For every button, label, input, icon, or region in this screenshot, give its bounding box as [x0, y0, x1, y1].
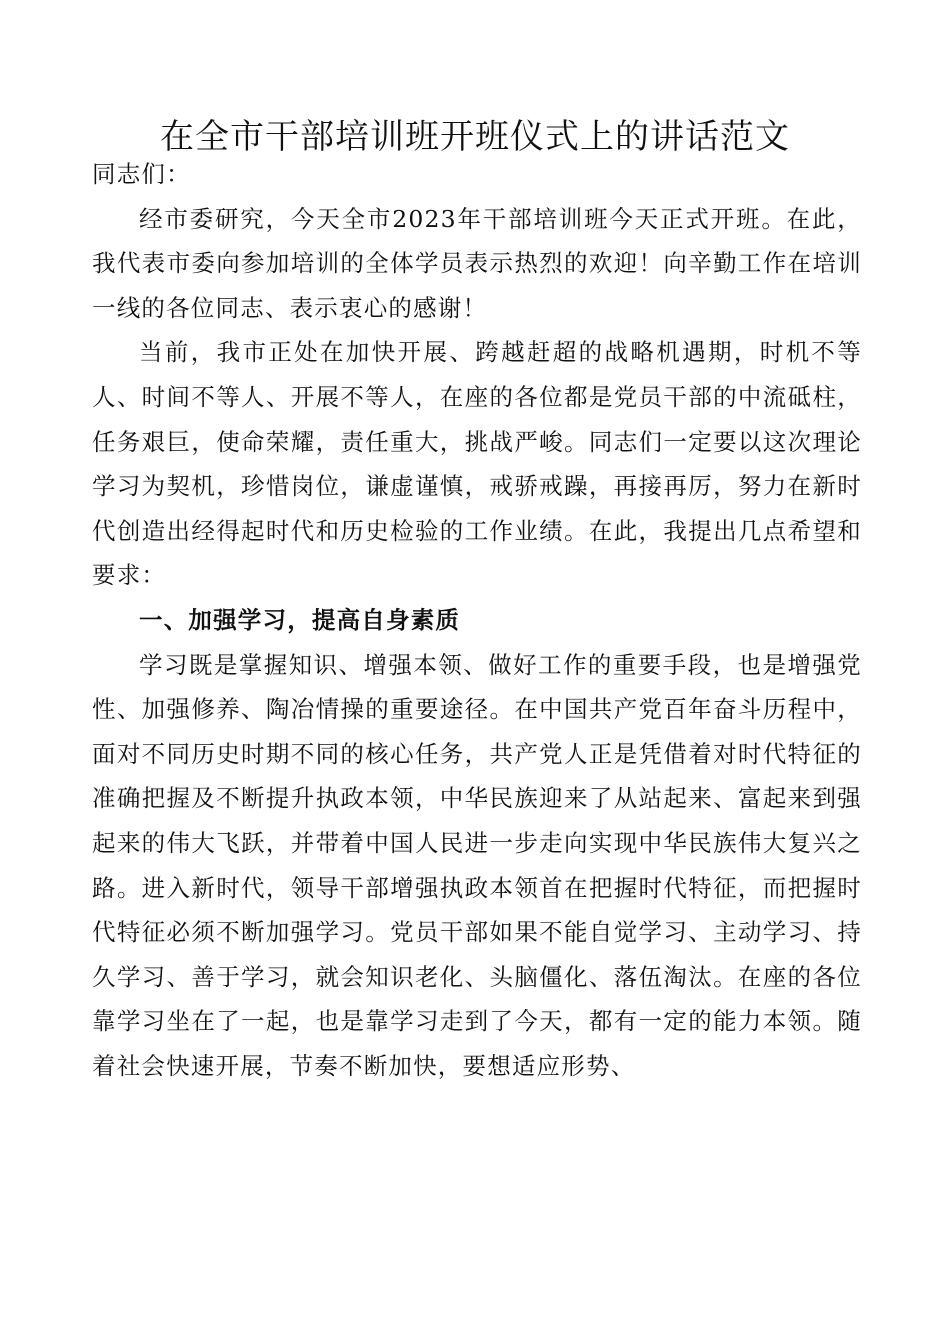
section-heading: 一、加强学习，提高自身素质	[139, 605, 461, 634]
document-body	[92, 152, 862, 1088]
greeting: 同志们：	[92, 160, 191, 188]
paragraph-current-situation: 当前，我市正处在加快开展、跨越赶超的战略机遇期，时机不等人、时间不等人、开展不等人，在座的各位都是党员干部的中流砥柱，任务艰巨，使命荣耀，责任重大，挑战严峻。同志们一定要以这次理论学习为契机，珍惜岗位，谦虚谨慎，戒骄戒躁，再接再厉，努力在新时代创造出经得起时代和历史检验的工作业绩。在此，我提出几点希望和要求：	[92, 338, 862, 590]
paragraph-opening: 经市委研究，今天全市2023年干部培训班今天正式开班。在此，我代表市委向参加培训的全体学员表示热烈的欢迎！向辛勤工作在培训一线的各位同志、表示衷心的感谢！	[92, 204, 862, 322]
document-title: 在全市干部培训班开班仪式上的讲话范文	[160, 117, 790, 157]
paragraph-learning: 学习既是掌握知识、增强本领、做好工作的重要手段，也是增强党性、加强修养、陶冶情操的重要途径。在中国共产党百年奋斗历程中，面对不同历史时期不同的核心任务，共产党人正是凭借着对时代特征的准确把握及不断提升执政本领，中华民族迎来了从站起来、富起来到强起来的伟大飞跃，并带着中国人民进一步走向实现中华民族伟大复兴之路。进入新时代，领导干部增强执政本领首在把握时代特征，而把握时代特征必须不断加强学习。党员干部如果不能自觉学习、主动学习、持久学习、善于学习，就会知识老化、头脑僵化、落伍淘汰。在座的各位靠学习坐在了一起，也是靠学习走到了今天，都有一定的能力本领。随着社会快速开展，节奏不断加快，要想适应形势、	[92, 650, 862, 1080]
